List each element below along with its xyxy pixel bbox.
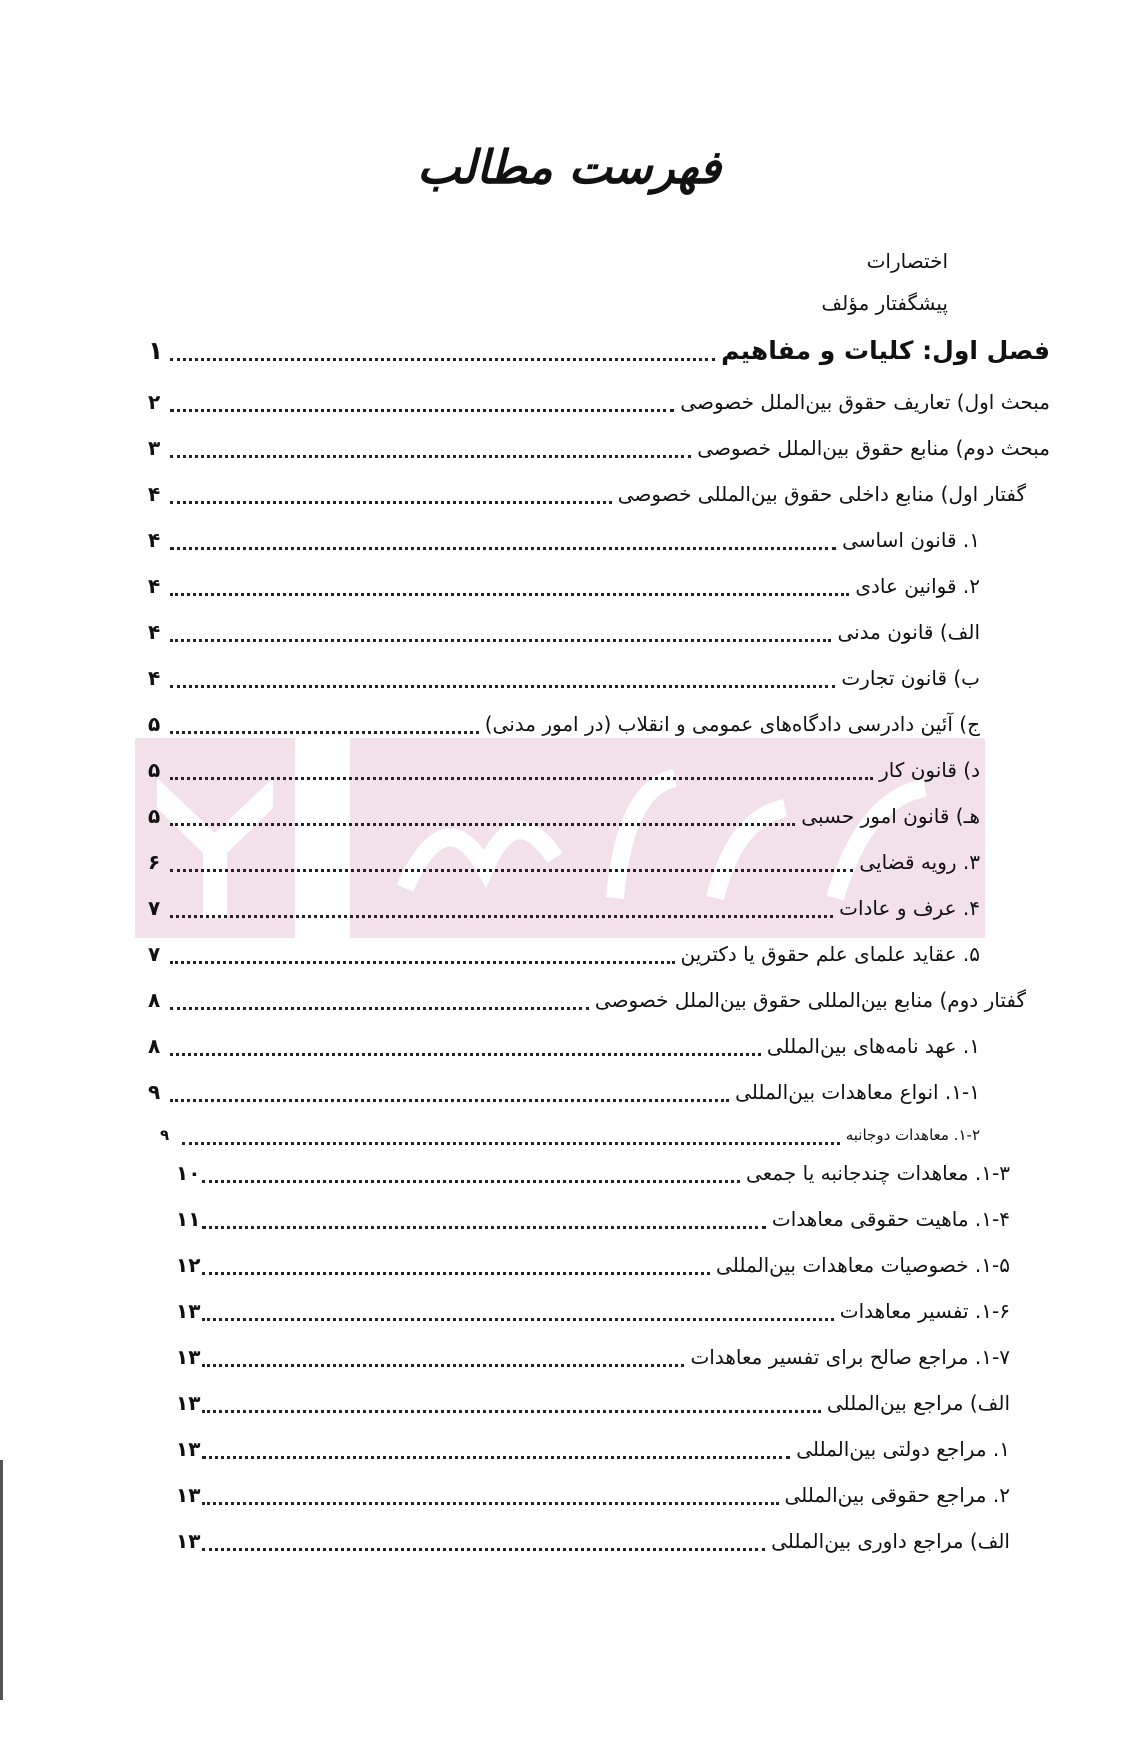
toc-entry <box>148 1077 980 1107</box>
toc-entry-label: ۵. عقاید علمای علم حقوق یا دکترین <box>680 942 980 966</box>
toc-entry-label: فصل اول: کلیات و مفاهیم <box>721 336 1050 365</box>
toc-entry-label: ۱. قانون اساسی <box>842 528 980 552</box>
toc-page-number: ۱۳ <box>176 1391 201 1415</box>
toc-page-number: ۲ <box>148 390 161 414</box>
toc-entry <box>176 1296 1010 1326</box>
toc-entry-label: ۱-۲. معاهدات دوجانبه <box>845 1126 980 1144</box>
leader-dots <box>170 354 715 361</box>
toc-entry-label: ۲. مراجع حقوقی بین‌المللی <box>784 1483 1010 1507</box>
toc-entry <box>148 433 1050 463</box>
toc-entry-label: هـ) قانون امور حسبی <box>801 804 980 828</box>
toc-entry <box>176 1250 1010 1280</box>
leader-dots <box>170 1049 761 1056</box>
leader-dots <box>170 727 479 734</box>
front-matter-item: پیشگفتار مؤلف <box>821 291 948 315</box>
toc-entry <box>148 479 1026 509</box>
toc-entry-label: ۴. عرف و عادات <box>839 896 980 920</box>
toc-entry <box>148 525 980 555</box>
toc-entry-label: د) قانون کار <box>879 758 980 782</box>
toc-page-number: ۹ <box>160 1126 170 1144</box>
toc-entry-label: ۳. رویه قضایی <box>859 850 980 874</box>
toc-page-number: ۱۳ <box>176 1299 201 1323</box>
toc-entry-label: ج) آئین دادرسی دادگاه‌های عمومی و انقلاب (در امور مدنی) <box>484 712 980 736</box>
leader-dots <box>170 773 873 780</box>
toc-entry <box>176 1342 1010 1372</box>
toc-page-number: ۸ <box>148 1034 161 1058</box>
toc-entry-label: الف) مراجع بین‌المللی <box>826 1391 1010 1415</box>
toc-entry-label: مبحث دوم) منابع حقوق بین‌الملل خصوصی <box>697 436 1050 460</box>
toc-page-number: ۶ <box>148 850 161 874</box>
toc-entry-label: ۱-۶. تفسیر معاهدات <box>839 1299 1010 1323</box>
toc-entry <box>148 617 980 647</box>
toc-page-number: ۸ <box>148 988 161 1012</box>
toc-entry <box>176 1388 1010 1418</box>
leader-dots <box>170 543 836 550</box>
toc-entry-label: الف) قانون مدنی <box>837 620 980 644</box>
toc-entry <box>148 571 980 601</box>
toc-page-number: ۴ <box>148 482 161 506</box>
toc-page-number: ۱۱ <box>176 1207 201 1231</box>
front-matter-item: اختصارات <box>866 249 948 273</box>
toc-entry <box>148 939 980 969</box>
leader-dots <box>202 1360 684 1367</box>
toc-page-number: ۱۳ <box>176 1345 201 1369</box>
leader-dots <box>170 819 795 826</box>
toc-page-number: ۹ <box>148 1080 161 1104</box>
toc-page-number: ۱ <box>148 336 164 365</box>
toc-entry <box>148 663 980 693</box>
toc-page-number: ۳ <box>148 436 161 460</box>
leader-dots <box>170 957 675 964</box>
toc-entry-label: ۱-۳. معاهدات چندجانبه یا جمعی <box>746 1161 1010 1185</box>
leader-dots <box>170 1003 589 1010</box>
toc-entry-label: گفتار اول) منابع داخلی حقوق بین‌المللی خصوصی <box>617 482 1026 506</box>
toc-page-number: ۴ <box>148 620 161 644</box>
leader-dots <box>170 865 853 872</box>
leader-dots <box>182 1138 840 1145</box>
leader-dots <box>170 405 674 412</box>
toc-entry-label: گفتار دوم) منابع بین‌المللی حقوق بین‌الملل خصوصی <box>594 988 1026 1012</box>
toc-entry-chapter <box>148 336 1050 366</box>
leader-dots <box>202 1544 765 1551</box>
toc-entry <box>176 1434 1010 1464</box>
toc-page-number: ۱۲ <box>176 1253 201 1277</box>
toc-entry <box>176 1526 1010 1556</box>
toc-entry-label: مبحث اول) تعاریف حقوق بین‌الملل خصوصی <box>680 390 1050 414</box>
toc-page-number: ۱۳ <box>176 1437 201 1461</box>
toc-entry <box>148 985 1026 1015</box>
leader-dots <box>170 1095 729 1102</box>
toc-entry-label: ۱-۴. ماهیت حقوقی معاهدات <box>771 1207 1010 1231</box>
toc-page-number: ۴ <box>148 528 161 552</box>
page-title: فهرست مطالب <box>417 140 721 194</box>
toc-page-number: ۷ <box>148 942 161 966</box>
toc-entry <box>176 1480 1010 1510</box>
toc-entry-label: الف) مراجع داوری بین‌المللی <box>771 1529 1010 1553</box>
toc-page-number: ۱۰ <box>176 1161 201 1185</box>
leader-dots <box>170 497 612 504</box>
toc-entry-label: ب) قانون تجارت <box>841 666 980 690</box>
toc-entry-label: ۲. قوانین عادی <box>855 574 980 598</box>
leader-dots <box>202 1498 778 1505</box>
leader-dots <box>170 589 849 596</box>
toc-entry <box>176 1158 1010 1188</box>
toc-entry-label: ۱-۷. مراجع صالح برای تفسیر معاهدات <box>690 1345 1010 1369</box>
leader-dots <box>170 681 835 688</box>
toc-entry <box>148 801 980 831</box>
toc-page-number: ۵ <box>148 804 161 828</box>
leader-dots <box>202 1222 765 1229</box>
toc-entry <box>160 1120 980 1150</box>
leader-dots <box>202 1176 740 1183</box>
toc-page-number: ۵ <box>148 712 161 736</box>
scan-edge-mark <box>0 1460 3 1700</box>
toc-page-number: ۴ <box>148 574 161 598</box>
toc-entry-label: ۱-۱. انواع معاهدات بین‌المللی <box>735 1080 980 1104</box>
toc-entry-label: ۱-۵. خصوصیات معاهدات بین‌المللی <box>716 1253 1010 1277</box>
leader-dots <box>202 1406 820 1413</box>
toc-entry <box>148 709 980 739</box>
toc-entry-label: ۱. عهد نامه‌های بین‌المللی <box>766 1034 980 1058</box>
toc-page-number: ۵ <box>148 758 161 782</box>
toc-page-number: ۷ <box>148 896 161 920</box>
toc-page-number: ۱۳ <box>176 1529 201 1553</box>
toc-page-number: ۴ <box>148 666 161 690</box>
toc-page-number: ۱۳ <box>176 1483 201 1507</box>
leader-dots <box>202 1452 790 1459</box>
leader-dots <box>202 1268 710 1275</box>
leader-dots <box>170 911 833 918</box>
leader-dots <box>170 451 691 458</box>
toc-entry <box>148 387 1050 417</box>
toc-entry <box>148 893 980 923</box>
toc-entry <box>148 755 980 785</box>
toc-entry <box>176 1204 1010 1234</box>
leader-dots <box>202 1314 833 1321</box>
toc-entry <box>148 1031 980 1061</box>
toc-entry <box>148 847 980 877</box>
leader-dots <box>170 635 831 642</box>
toc-entry-label: ۱. مراجع دولتی بین‌المللی <box>796 1437 1010 1461</box>
